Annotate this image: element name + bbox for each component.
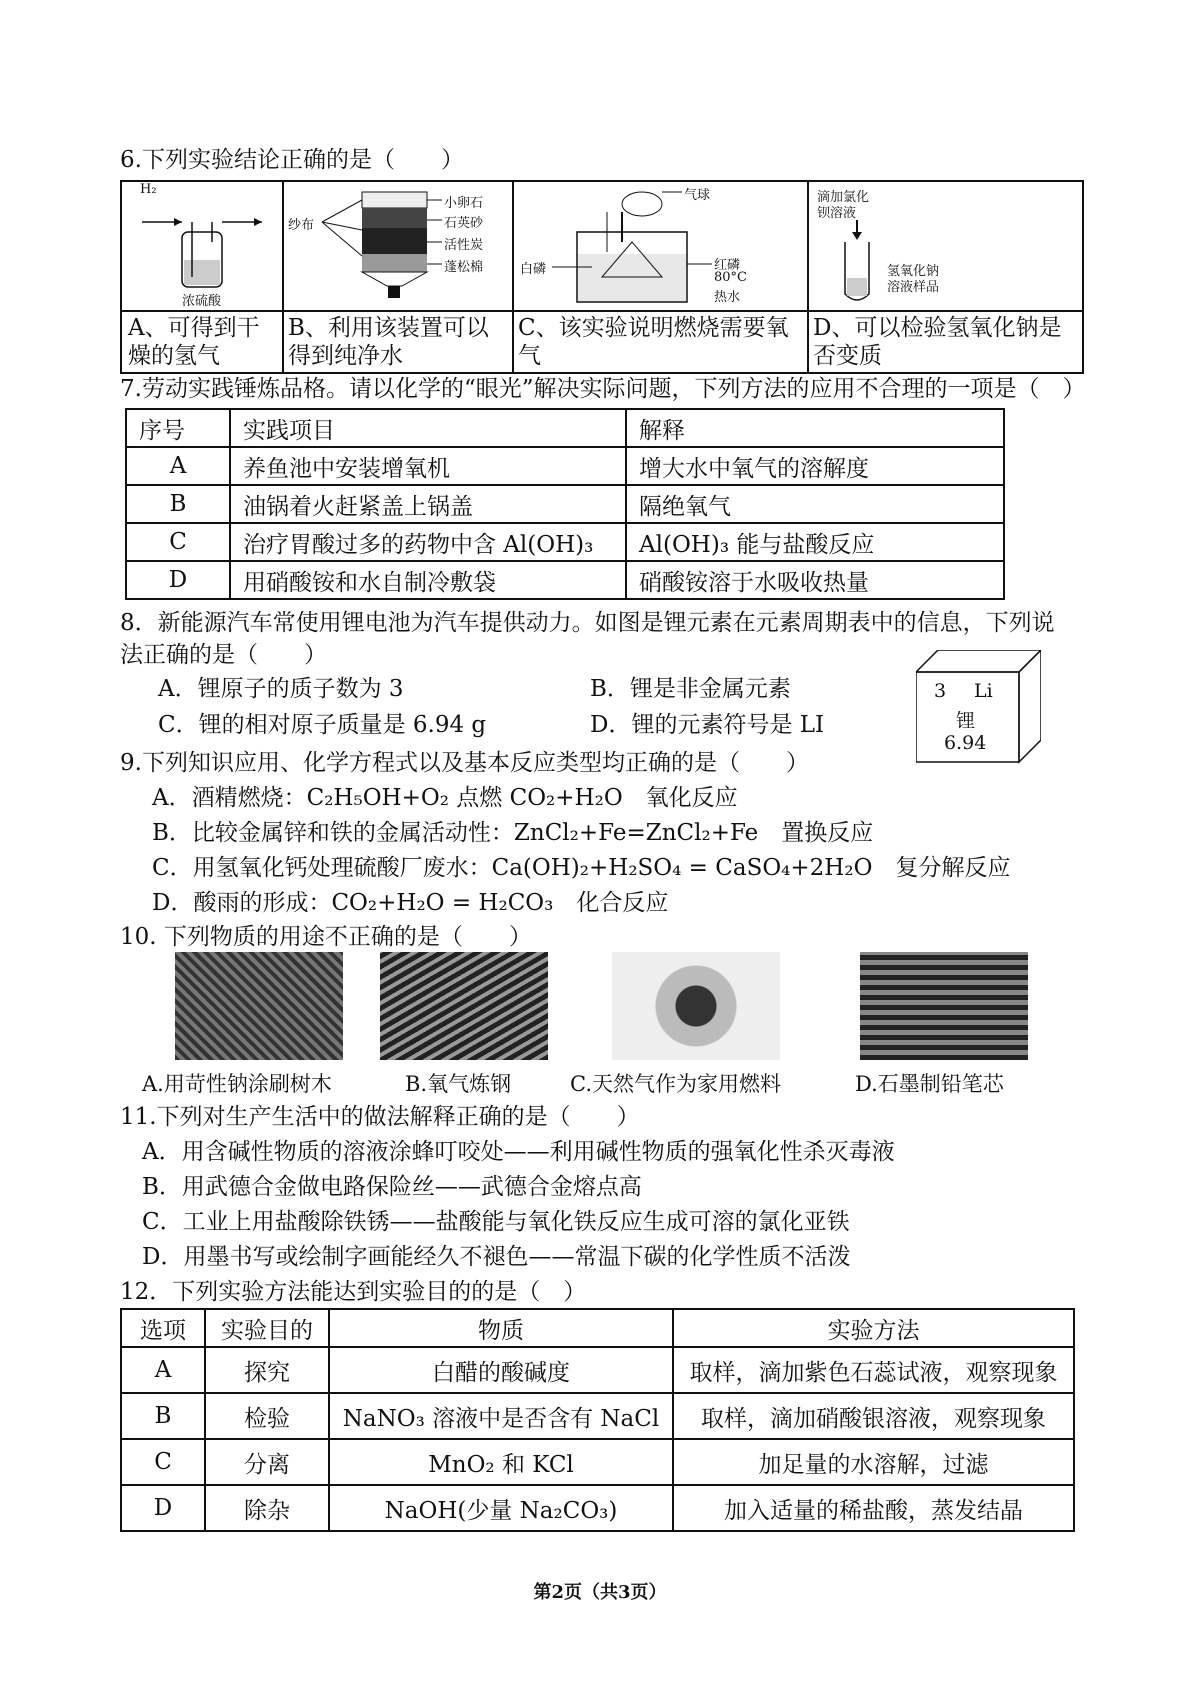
cell: 取样，滴加硝酸银溶液，观察现象 bbox=[673, 1393, 1074, 1439]
label: 白磷 bbox=[520, 262, 547, 277]
q9-option-d: D．酸雨的形成：CO₂+H₂O = H₂CO₃ 化合反应 bbox=[152, 890, 669, 916]
atomic-number: 3 bbox=[934, 680, 947, 702]
cell: C bbox=[121, 1439, 205, 1485]
table-row bbox=[126, 561, 1004, 599]
q10-caption-c: C.天然气作为家用燃料 bbox=[570, 1072, 781, 1096]
table-row bbox=[126, 523, 1004, 561]
q10-caption-d: D.石墨制铅笔芯 bbox=[855, 1072, 1004, 1096]
question-6-stem: 6.下列实验结论正确的是（ ） bbox=[120, 147, 464, 173]
cell: B bbox=[126, 485, 230, 523]
q10-caption-a: A.用苛性钠涂刷树木 bbox=[142, 1072, 332, 1096]
gas-stove-photo bbox=[612, 952, 780, 1060]
cell: 硝酸铵溶于水吸收热量 bbox=[626, 561, 1004, 599]
cell: NaOH(少量 Na₂CO₃) bbox=[329, 1485, 673, 1531]
label: 滴加氯化 bbox=[817, 190, 870, 205]
header-cell: 实验目的 bbox=[205, 1309, 329, 1347]
cell: 增大水中氧气的溶解度 bbox=[626, 447, 1004, 485]
label: 80°C bbox=[714, 270, 747, 285]
tree-photo bbox=[175, 952, 343, 1060]
cell: A bbox=[126, 447, 230, 485]
steelmaking-photo bbox=[380, 952, 548, 1060]
q8-option-b: B．锂是非金属元素 bbox=[590, 676, 791, 702]
question-8-stem-line1: 8．新能源汽车常使用锂电池为汽车提供动力。如图是锂元素在元素周期表中的信息，下列说 bbox=[120, 610, 1055, 636]
q9-option-b: B．比较金属锌和铁的金属活动性：ZnCl₂+Fe=ZnCl₂+Fe 置换反应 bbox=[152, 820, 874, 846]
label: 红磷 bbox=[714, 258, 741, 273]
header-cell: 选项 bbox=[121, 1309, 205, 1347]
label: 溶液样品 bbox=[887, 280, 940, 295]
q6-option-a: A、可得到干燥的氢气 bbox=[128, 315, 260, 369]
question-10-stem: 10. 下列物质的用途不正确的是（ ） bbox=[120, 924, 532, 950]
atomic-mass: 6.94 bbox=[944, 732, 987, 754]
question-7-table bbox=[125, 408, 1005, 600]
question-8-stem-line2: 法正确的是（ ） bbox=[120, 642, 327, 668]
label: 氢氧化钠 bbox=[887, 264, 940, 279]
header-cell: 实践项目 bbox=[230, 409, 626, 447]
lithium-element-cell bbox=[916, 650, 1041, 765]
question-12-table bbox=[120, 1308, 1075, 1532]
q8-option-a: A．锂原子的质子数为 3 bbox=[158, 676, 404, 702]
cell: C bbox=[126, 523, 230, 561]
cell: MnO₂ 和 KCl bbox=[329, 1439, 673, 1485]
table-row bbox=[126, 485, 1004, 523]
cell: D bbox=[126, 561, 230, 599]
label: 活性炭 bbox=[444, 238, 484, 253]
label: 小卵石 bbox=[444, 196, 484, 211]
question-6-figure-table bbox=[120, 180, 1084, 374]
label: 气球 bbox=[684, 188, 711, 203]
cell: A bbox=[121, 1347, 205, 1393]
q11-option-a: A．用含碱性物质的溶液涂蜂叮咬处——利用碱性物质的强氧化性杀灭毒液 bbox=[142, 1139, 895, 1165]
cell: B bbox=[121, 1393, 205, 1439]
table-row bbox=[121, 1439, 1074, 1485]
q8-option-d: D．锂的元素符号是 LI bbox=[590, 712, 825, 738]
cell: 取样，滴加紫色石蕊试液，观察现象 bbox=[673, 1347, 1074, 1393]
q6-option-b: B、利用该装置可以得到纯净水 bbox=[288, 315, 489, 369]
label: 热水 bbox=[714, 290, 741, 305]
combustion-beaker-icon bbox=[512, 182, 807, 310]
label: H₂ bbox=[140, 182, 157, 197]
table-row bbox=[121, 1393, 1074, 1439]
cell: 检验 bbox=[205, 1393, 329, 1439]
page-footer: 第2页（共3页） bbox=[533, 1582, 667, 1603]
cell: 油锅着火赶紧盖上锅盖 bbox=[230, 485, 626, 523]
table-row bbox=[121, 1347, 1074, 1393]
q11-option-d: D．用墨书写或绘制字画能经久不褪色——常温下碳的化学性质不活泼 bbox=[142, 1244, 851, 1270]
table-header-row bbox=[126, 409, 1004, 447]
question-11-stem: 11.下列对生产生活中的做法解释正确的是（ ） bbox=[120, 1104, 640, 1130]
header-cell: 实验方法 bbox=[673, 1309, 1074, 1347]
table-row bbox=[121, 1485, 1074, 1531]
element-symbol: Li bbox=[974, 680, 993, 702]
table-row bbox=[126, 447, 1004, 485]
cell: Al(OH)₃ 能与盐酸反应 bbox=[626, 523, 1004, 561]
cell: NaNO₃ 溶液中是否含有 NaCl bbox=[329, 1393, 673, 1439]
cell: 治疗胃酸过多的药物中含 Al(OH)₃ bbox=[230, 523, 626, 561]
q6-option-d: D、可以检验氢氧化钠是否变质 bbox=[813, 315, 1062, 369]
question-9-stem: 9.下列知识应用、化学方程式以及基本反应类型均正确的是（ ） bbox=[120, 750, 809, 776]
cell: 养鱼池中安装增氧机 bbox=[230, 447, 626, 485]
question-12-stem: 12．下列实验方法能达到实验目的的是（ ） bbox=[120, 1279, 587, 1305]
table-header-row bbox=[121, 1309, 1074, 1347]
label: 浓硫酸 bbox=[182, 294, 222, 309]
label: 蓬松棉 bbox=[444, 260, 484, 275]
q9-option-a: A．酒精燃烧：C₂H₅OH+O₂ 点燃 CO₂+H₂O 氧化反应 bbox=[152, 785, 738, 811]
pencil-photo bbox=[860, 952, 1028, 1060]
element-name: 锂 bbox=[956, 710, 976, 732]
question-7-stem: 7.劳动实践锤炼品格。请以化学的“眼光”解决实际问题，下列方法的应用不合理的一项是（ ） bbox=[120, 376, 1086, 402]
cell: 分离 bbox=[205, 1439, 329, 1485]
header-cell: 解释 bbox=[626, 409, 1004, 447]
q11-option-b: B．用武德合金做电路保险丝——武德合金熔点高 bbox=[142, 1174, 642, 1200]
label: 石英砂 bbox=[444, 216, 484, 231]
cell: 加足量的水溶解，过滤 bbox=[673, 1439, 1074, 1485]
q10-caption-b: B.氧气炼钢 bbox=[405, 1072, 512, 1096]
cell: 加入适量的稀盐酸，蒸发结晶 bbox=[673, 1485, 1074, 1531]
q8-option-c: C．锂的相对原子质量是 6.94 g bbox=[158, 712, 487, 738]
q9-option-c: C．用氢氧化钙处理硫酸厂废水：Ca(OH)₂+H₂SO₄ = CaSO₄+2H₂O 复分解反应 bbox=[152, 855, 1011, 881]
cell: D bbox=[121, 1485, 205, 1531]
header-cell: 序号 bbox=[126, 409, 230, 447]
cell: 用硝酸铵和水自制冷敷袋 bbox=[230, 561, 626, 599]
cell: 除杂 bbox=[205, 1485, 329, 1531]
cell: 探究 bbox=[205, 1347, 329, 1393]
cell: 隔绝氧气 bbox=[626, 485, 1004, 523]
q11-option-c: C．工业上用盐酸除铁锈——盐酸能与氧化铁反应生成可溶的氯化亚铁 bbox=[142, 1209, 850, 1235]
header-cell: 物质 bbox=[329, 1309, 673, 1347]
label: 纱布 bbox=[288, 218, 315, 233]
cell: 白醋的酸碱度 bbox=[329, 1347, 673, 1393]
q6-option-c: C、该实验说明燃烧需要氧气 bbox=[518, 315, 789, 369]
label: 钡溶液 bbox=[817, 206, 857, 221]
